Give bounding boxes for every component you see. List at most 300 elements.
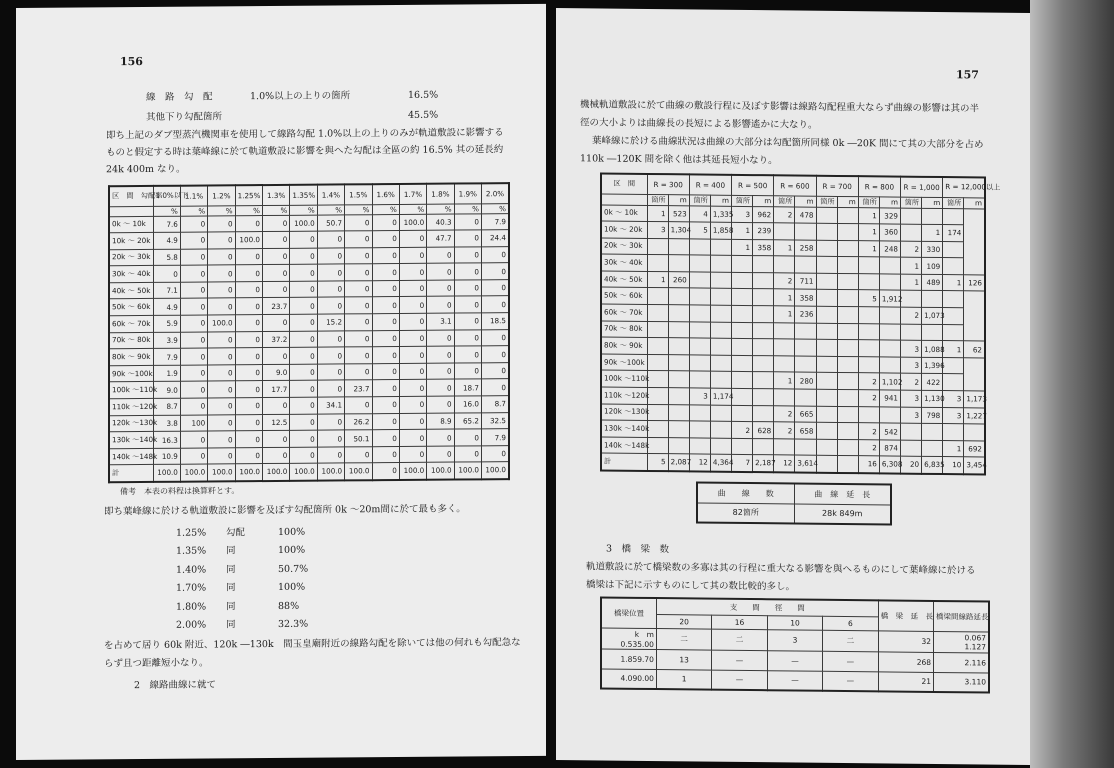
- table-cell: 0: [345, 447, 372, 464]
- table-cell: 50.1: [345, 430, 372, 447]
- table-cell: 10k ～ 20k: [109, 233, 153, 250]
- table-cell: 7.6: [153, 216, 180, 233]
- table-cell: 1: [732, 239, 753, 256]
- gradient-list-item: [176, 581, 306, 595]
- table-cell: 計: [109, 465, 153, 482]
- table-cell: [668, 288, 689, 305]
- table-cell: 1: [943, 440, 964, 457]
- table-cell: [753, 372, 774, 389]
- table-cell: —: [823, 651, 878, 672]
- right-page: [556, 8, 1030, 765]
- table-cell: 0: [235, 248, 262, 265]
- table-cell: 239: [753, 223, 774, 240]
- table-cell: k m 0.535.00: [601, 627, 656, 649]
- unit-cell: %: [263, 205, 290, 215]
- table-cell: 258: [795, 240, 816, 257]
- unit-cell: m: [795, 196, 816, 207]
- table-cell: 260: [668, 272, 689, 289]
- table-cell: 40.3: [427, 214, 454, 231]
- table-cell: 21: [878, 671, 933, 692]
- table-cell: 0: [454, 263, 481, 280]
- table-cell: 0: [399, 280, 426, 297]
- table-cell: [901, 208, 922, 225]
- table-cell: 0: [454, 330, 481, 347]
- table-cell: 0: [427, 263, 454, 280]
- table-cell: [816, 406, 837, 423]
- table-cell: 2: [858, 390, 879, 407]
- table-cell: [732, 339, 753, 356]
- paragraph-line: 24k 400m なり。: [106, 163, 186, 176]
- table-cell: [647, 354, 668, 371]
- table-cell: 0: [399, 429, 426, 446]
- table-cell: 0: [345, 314, 372, 331]
- table-cell: [774, 223, 795, 240]
- table-cell: 0: [454, 429, 481, 446]
- table-cell: [710, 322, 731, 339]
- table-cell: [837, 406, 858, 423]
- table-cell: [922, 424, 943, 441]
- table-cell: 3.9: [153, 332, 180, 349]
- list-value: 1.40%: [176, 564, 207, 576]
- table-cell: 2: [901, 307, 922, 324]
- table-cell: [710, 272, 731, 289]
- table-cell: 60k ～ 70k: [109, 315, 153, 332]
- list-value: 2.00%: [176, 619, 207, 631]
- table-cell: [837, 356, 858, 373]
- table-cell: [858, 307, 879, 324]
- table-cell: 100.0: [427, 462, 454, 479]
- unit-cell: m: [964, 197, 985, 208]
- table-cell: 0: [317, 264, 344, 281]
- table-cell: [816, 456, 837, 473]
- table-cell: 0: [399, 413, 426, 430]
- table-cell: 0: [235, 265, 262, 282]
- table-cell: 100.0: [454, 462, 481, 479]
- table-cell: —: [767, 650, 822, 671]
- table-cell: 0: [372, 314, 399, 331]
- table-cell: 0: [454, 247, 481, 264]
- table-cell: 2,087: [668, 454, 689, 471]
- table-cell: 12: [689, 454, 710, 471]
- unit-cell: 箇所: [858, 196, 879, 207]
- list-kind: 同: [226, 600, 236, 612]
- table-cell: 16: [858, 456, 879, 473]
- table-cell: 0: [372, 247, 399, 264]
- table-cell: 62: [964, 341, 985, 358]
- table-cell: 100.0: [208, 464, 235, 481]
- paragraph-line: らず且つ距離短小なり。: [104, 657, 209, 670]
- table-cell: [943, 291, 964, 308]
- table-cell: 110k ～120k: [601, 387, 647, 404]
- table-cell: 0: [208, 431, 235, 448]
- table-cell: 0: [263, 447, 290, 464]
- table-cell: 711: [795, 273, 816, 290]
- table-cell: 0: [372, 397, 399, 414]
- table-cell: 50k ～ 60k: [601, 287, 647, 304]
- table-cell: [837, 257, 858, 274]
- table-cell: 17.7: [263, 381, 290, 398]
- table-cell: [647, 255, 668, 272]
- column-header: 1.1%: [180, 185, 207, 205]
- table-cell: 0: [208, 348, 235, 365]
- column-header: 1.7%: [399, 184, 426, 204]
- table-cell: [710, 355, 731, 372]
- table-cell: —: [712, 670, 767, 691]
- table-cell: 90k ～100k: [601, 354, 647, 371]
- table-cell: [837, 307, 858, 324]
- span-header: 10: [767, 615, 822, 630]
- table-cell: [816, 422, 837, 439]
- table-cell: 12: [774, 455, 795, 472]
- table-cell: 0: [427, 346, 454, 363]
- table-cell: [689, 255, 710, 272]
- table-cell: 0: [345, 281, 372, 298]
- table-cell: [816, 223, 837, 240]
- column-header: 1.25%: [235, 185, 262, 205]
- table-cell: 3: [689, 388, 710, 405]
- table-cell: 0: [180, 332, 207, 349]
- table-cell: [753, 322, 774, 339]
- table-cell: 65.2: [454, 412, 481, 429]
- table-cell: 13: [656, 649, 711, 670]
- table-cell: 80k ～ 90k: [109, 349, 153, 366]
- table-cell: [901, 291, 922, 308]
- table-cell: 26.2: [345, 413, 372, 430]
- table-cell: 174: [943, 225, 964, 242]
- curve-summary-table: [696, 481, 892, 525]
- table-cell: 1.859.70: [601, 648, 656, 669]
- list-value: 1.25%: [176, 527, 207, 539]
- column-header: R = 400: [689, 174, 731, 194]
- unit-cell: %: [153, 206, 180, 216]
- table-cell: 0: [372, 363, 399, 380]
- list-percent: 50.7%: [278, 563, 309, 575]
- table-cell: 1,304: [668, 222, 689, 239]
- table-cell: [647, 305, 668, 322]
- gradient-list-item: [176, 563, 309, 576]
- table-cell: [732, 322, 753, 339]
- list-kind: 同: [226, 545, 236, 557]
- table-cell: 0: [372, 380, 399, 397]
- table-cell: 12.5: [263, 414, 290, 431]
- table-cell: 9.0: [153, 382, 180, 399]
- paragraph-line: 徑の大小よりは曲線長の長短による影響遙かに大なり。: [580, 117, 818, 131]
- table-cell: 941: [879, 390, 900, 407]
- unit-cell: [109, 206, 153, 216]
- table-cell: 0: [235, 364, 262, 381]
- table-cell: [858, 323, 879, 340]
- table-cell: 1,335: [710, 206, 731, 223]
- table-cell: 2: [774, 206, 795, 223]
- table-cell: [668, 321, 689, 338]
- table-cell: 0: [208, 331, 235, 348]
- table-cell: [647, 437, 668, 454]
- table-cell: [710, 405, 731, 422]
- table-cell: [837, 207, 858, 224]
- table-cell: [710, 338, 731, 355]
- table-cell: 0: [372, 446, 399, 463]
- table-cell: 3: [943, 407, 964, 424]
- table-cell: 9.0: [263, 364, 290, 381]
- table-cell: 0: [263, 314, 290, 331]
- table-cell: 1: [858, 224, 879, 241]
- gradient-list-item: [176, 545, 306, 558]
- table-cell: 0: [290, 314, 317, 331]
- unit-cell: m: [879, 196, 900, 207]
- table-cell: [668, 305, 689, 322]
- table-cell: 0: [290, 281, 317, 298]
- table-cell: 0: [399, 347, 426, 364]
- table-cell: 5.8: [153, 249, 180, 266]
- table-cell: 1,130: [922, 390, 943, 407]
- table-cell: 0: [454, 346, 481, 363]
- column-header: 区 間: [601, 173, 647, 193]
- table-cell: 0: [345, 364, 372, 381]
- table-cell: 0: [290, 364, 317, 381]
- table-cell: [689, 355, 710, 372]
- table-cell: 0: [208, 381, 235, 398]
- table-cell: —: [712, 650, 767, 671]
- table-cell: 0: [345, 330, 372, 347]
- paragraph-line: 即ち葉峰線に於ける軌道敷設に影響を及ぼす勾配箇所 0k ～20m間に於て最も多く。: [104, 503, 466, 518]
- table-cell: [816, 257, 837, 274]
- table-cell: [689, 338, 710, 355]
- table-cell: 0: [454, 213, 481, 230]
- table-cell: 0: [290, 381, 317, 398]
- table-cell: 0: [427, 330, 454, 347]
- table-cell: [668, 255, 689, 272]
- table-cell: 628: [753, 422, 774, 439]
- table-cell: 2: [732, 422, 753, 439]
- unit-cell: %: [372, 204, 399, 214]
- table-cell: 8.7: [153, 398, 180, 415]
- gradient-line-2: 其他下り勾配箇所 45.5%: [146, 109, 439, 123]
- table-cell: [753, 438, 774, 455]
- table-cell: 0: [317, 331, 344, 348]
- table-cell: 0: [263, 281, 290, 298]
- table-cell: 34.1: [317, 397, 344, 414]
- table-cell: 5: [858, 290, 879, 307]
- column-header: 1.0%以下: [153, 186, 180, 206]
- table-cell: 3: [732, 206, 753, 223]
- unit-cell: m: [837, 196, 858, 207]
- table-cell: 3: [943, 391, 964, 408]
- table-cell: 0: [208, 265, 235, 282]
- unit-cell: 箇所: [647, 194, 668, 205]
- unit-cell: 箇所: [816, 196, 837, 207]
- page-edge-shadow: [1030, 0, 1114, 768]
- table-cell: 0: [263, 215, 290, 232]
- table-cell: 0: [235, 447, 262, 464]
- table-cell: 0: [454, 446, 481, 463]
- table-cell: 0: [399, 230, 426, 247]
- list-kind: 勾配: [226, 527, 246, 539]
- table-cell: 二: [656, 628, 711, 650]
- table-cell: 100.0: [317, 463, 344, 480]
- table-cell: 110k ～120k: [109, 398, 153, 415]
- unit-cell: %: [454, 203, 481, 213]
- table-cell: 0: [180, 298, 207, 315]
- table-cell: [858, 357, 879, 374]
- table-cell: 二: [712, 629, 767, 651]
- table-cell: [858, 406, 879, 423]
- table-cell: 140k ～148k: [601, 437, 647, 454]
- table-cell: [710, 305, 731, 322]
- table-row: [601, 453, 985, 474]
- table-cell: [689, 322, 710, 339]
- table-cell: 358: [795, 289, 816, 306]
- table-cell: 0: [345, 247, 372, 264]
- table-cell: 0: [482, 346, 510, 363]
- table-cell: 0: [317, 297, 344, 314]
- table-cell: 0: [372, 430, 399, 447]
- table-cell: [753, 339, 774, 356]
- list-percent: 88%: [278, 600, 300, 612]
- table-cell: 1: [774, 372, 795, 389]
- paragraph-line: 機械軌道敷設に於て曲線の敷設行程に及ぼす影響は線路勾配程重大ならず曲線の影響は其の半: [580, 99, 980, 115]
- table-cell: [668, 437, 689, 454]
- column-header: R = 1,000: [901, 177, 943, 197]
- table-cell: [837, 423, 858, 440]
- table-cell: [774, 339, 795, 356]
- table-cell: 0: [399, 396, 426, 413]
- table-cell: [689, 288, 710, 305]
- table-cell: 7.1: [153, 282, 180, 299]
- table-cell: 3.8: [153, 415, 180, 432]
- table-cell: 0: [399, 330, 426, 347]
- table-cell: 5.9: [153, 315, 180, 332]
- table-cell: 248: [879, 241, 900, 258]
- unit-cell: %: [180, 205, 207, 215]
- table-cell: [795, 356, 816, 373]
- table-cell: [837, 290, 858, 307]
- table-cell: [753, 405, 774, 422]
- table-cell: 0: [427, 379, 454, 396]
- table-cell: 1: [647, 205, 668, 222]
- unit-cell: %: [290, 205, 317, 215]
- table-cell: 329: [879, 207, 900, 224]
- table-cell: 0: [208, 248, 235, 265]
- page-number: 157: [956, 68, 979, 82]
- table-cell: 15.2: [317, 314, 344, 331]
- table-cell: [837, 373, 858, 390]
- table-cell: 0: [372, 330, 399, 347]
- table-cell: 1,396: [922, 357, 943, 374]
- table-cell: 0: [372, 463, 399, 480]
- table-cell: 0: [263, 431, 290, 448]
- table-cell: [837, 224, 858, 241]
- table-cell: 7.9: [153, 348, 180, 365]
- bridge-table: [600, 596, 990, 693]
- table-cell: [732, 289, 753, 306]
- table-cell: [837, 273, 858, 290]
- table-cell: 100.0: [290, 464, 317, 481]
- summary-length: 28k 849m: [794, 503, 891, 524]
- page-number: 156: [120, 55, 143, 69]
- table-cell: 計: [601, 453, 647, 470]
- unit-cell: %: [208, 205, 235, 215]
- table-cell: [816, 240, 837, 257]
- table-cell: 100.0: [345, 463, 372, 480]
- table-cell: [922, 440, 943, 457]
- table-cell: 100.0: [208, 315, 235, 332]
- table-cell: 0: [454, 230, 481, 247]
- table-cell: 0: [427, 297, 454, 314]
- table-cell: [647, 238, 668, 255]
- table-cell: 0: [180, 265, 207, 282]
- table-cell: 0: [372, 231, 399, 248]
- table-cell: 2: [858, 373, 879, 390]
- unit-cell: %: [399, 204, 426, 214]
- table-cell: 4.9: [153, 299, 180, 316]
- column-header: R = 500: [732, 175, 774, 195]
- table-cell: 0: [399, 380, 426, 397]
- table-cell: 0: [454, 280, 481, 297]
- table-cell: [689, 438, 710, 455]
- table-cell: 3,614: [795, 455, 816, 472]
- paragraph-line: 軌道敷設に於て橋梁数の多寡は其の行程に重大なる影響を與へるものにして葉峰線に於ける: [586, 561, 976, 577]
- gradient-list-item: [176, 526, 306, 540]
- column-header: 区 間 勾配率: [109, 186, 153, 206]
- table-cell: 962: [753, 206, 774, 223]
- table-cell: [732, 355, 753, 372]
- column-header: 1.2%: [208, 185, 235, 205]
- table-cell: [943, 324, 964, 341]
- column-header: 1.8%: [427, 184, 454, 204]
- table-cell: 0: [290, 430, 317, 447]
- table-cell: [689, 405, 710, 422]
- table-cell: 0: [482, 296, 510, 313]
- table-cell: 4: [689, 205, 710, 222]
- table-cell: 478: [795, 207, 816, 224]
- table-cell: 37.2: [263, 331, 290, 348]
- table-cell: [774, 256, 795, 273]
- table-cell: 0: [345, 231, 372, 248]
- table-cell: 0: [482, 362, 510, 379]
- table-cell: 0: [263, 348, 290, 365]
- column-header: 橋 梁 延 長: [878, 600, 933, 631]
- table-cell: 1,173: [964, 391, 985, 408]
- unit-cell: 箇所: [774, 195, 795, 206]
- table-cell: 10.9: [153, 448, 180, 465]
- table-cell: [795, 323, 816, 340]
- table-cell: [795, 256, 816, 273]
- list-kind: 同: [226, 564, 236, 576]
- unit-cell: m: [668, 194, 689, 205]
- table-cell: [710, 372, 731, 389]
- table-cell: 100.0: [235, 464, 262, 481]
- table-cell: 0: [427, 280, 454, 297]
- table-cell: 0: [208, 298, 235, 315]
- table-cell: 47.7: [427, 230, 454, 247]
- column-header: R = 800: [858, 176, 900, 196]
- table-cell: [795, 223, 816, 240]
- span-header: 16: [712, 615, 767, 630]
- table-cell: [647, 321, 668, 338]
- table-cell: 542: [879, 423, 900, 440]
- table-cell: 0: [482, 246, 510, 263]
- table-cell: [732, 438, 753, 455]
- table-cell: [647, 387, 668, 404]
- table-cell: 0: [180, 215, 207, 232]
- list-value: 1.80%: [176, 601, 207, 613]
- table-cell: 4.090.00: [601, 668, 656, 689]
- table-cell: 70k ～ 80k: [601, 321, 647, 338]
- table-cell: [795, 439, 816, 456]
- table-cell: 0.067 1.127: [934, 631, 989, 653]
- table-cell: 0: [427, 247, 454, 264]
- table-cell: [879, 407, 900, 424]
